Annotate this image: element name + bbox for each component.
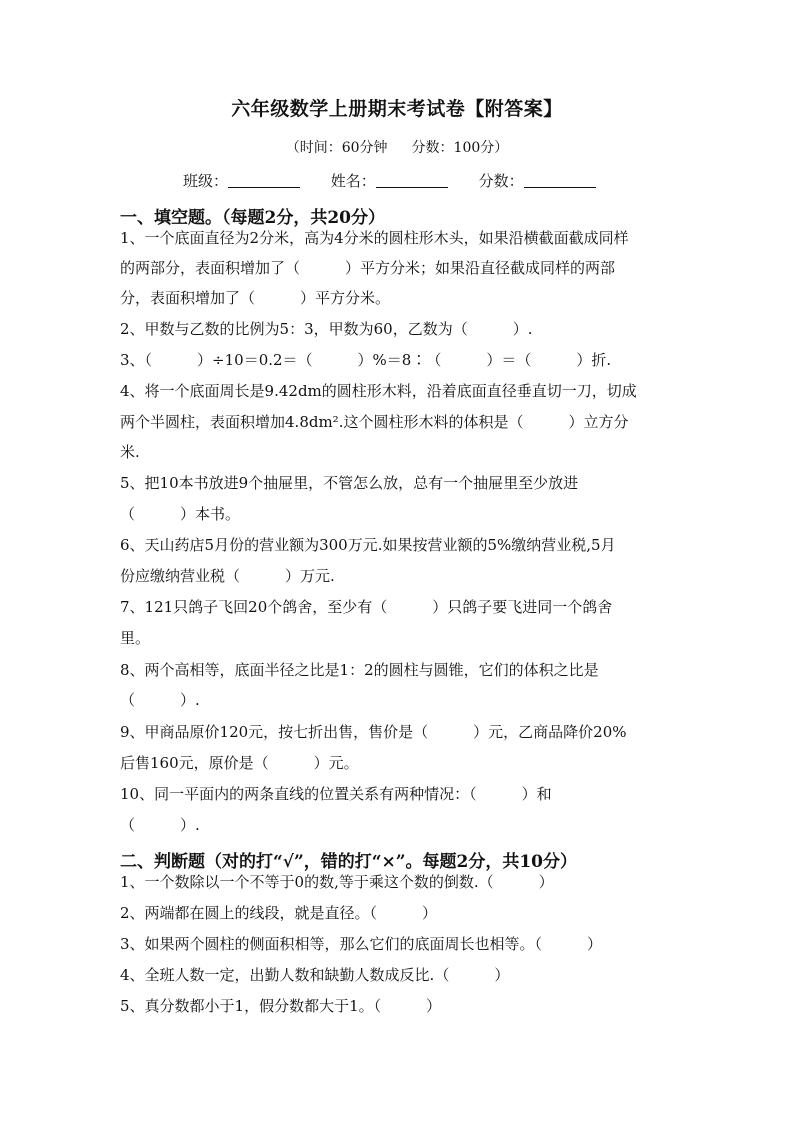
question-line: 的两部分，表面积增加了（ ）平方分米；如果沿直径截成同样的两部 (120, 259, 616, 277)
section-fill-in-heading: 一、填空题。（每题2分，共20分） (120, 208, 385, 228)
question-line: 3、如果两个圆柱的侧面积相等，那么它们的底面周长也相等。（ ） (120, 935, 603, 953)
question-line: 5、把10本书放进9个抽屉里，不管怎么放，总有一个抽屉里至少放进 (120, 474, 579, 492)
question-line: （ ）. (120, 691, 200, 709)
question-line: 5、真分数都小于1，假分数都大于1。（ ） (120, 997, 442, 1015)
question-line: 两个半圆柱，表面积增加4.8dm².这个圆柱形木料的体积是（ ）立方分 (120, 413, 629, 431)
class-field[interactable] (228, 173, 300, 188)
name-field[interactable] (376, 173, 448, 188)
question-line: 后售160元，原价是（ ）元。 (120, 754, 359, 772)
question-line: 2、甲数与乙数的比例为5：3，甲数为60，乙数为（ ）. (120, 320, 533, 338)
question-line: 里。 (120, 629, 151, 647)
question-line: 9、甲商品原价120元，按七折出售，售价是（ ）元，乙商品降价20% (120, 723, 627, 741)
question-line: 1、一个数除以一个不等于0的数,等于乘这个数的倒数.（ ） (120, 873, 554, 891)
question-line: 米. (120, 443, 140, 461)
class-label: 班级： (183, 172, 229, 190)
question-line: 4、全班人数一定，出勤人数和缺勤人数成反比.（ ） (120, 966, 510, 984)
question-line: （ ）. (120, 816, 200, 834)
question-line: 10、同一平面内的两条直线的位置关系有两种情况：（ ）和 (120, 785, 552, 803)
score-label: 分数： (478, 172, 524, 190)
question-line: 4、将一个底面周长是9.42dm的圆柱形木料，沿着底面直径垂直切一刀，切成 (120, 382, 637, 400)
page-title: 六年级数学上册期末考试卷【附答案】 (231, 98, 563, 120)
question-line: 3、（ ）÷10＝0.2＝（ ）%＝8∶（ ）＝（ ）折. (120, 351, 612, 369)
total-score: 分数：100分） (411, 140, 509, 156)
question-line: 2、两端都在圆上的线段，就是直径。（ ） (120, 904, 438, 922)
score-field[interactable] (524, 173, 596, 188)
time-limit: （时间：60分钟 (285, 140, 388, 156)
student-info (183, 170, 622, 191)
question-line: 7、121只鸽子飞回20个鸽舍，至少有（ ）只鸽子要飞进同一个鸽舍 (120, 598, 613, 616)
section-true-false-heading: 二、判断题（对的打“√”，错的打“×”。每题2分，共10分） (120, 852, 578, 872)
question-line: 1、一个底面直径为2分米，高为4分米的圆柱形木头，如果沿横截面截成同样 (120, 229, 629, 247)
name-label: 姓名： (330, 172, 376, 190)
question-line: 份应缴纳营业税（ ）万元. (120, 567, 335, 585)
question-line: （ ）本书。 (120, 505, 241, 523)
question-line: 6、天山药店5月份的营业额为300万元.如果按营业额的5%缴纳营业税,5月 (120, 536, 616, 554)
question-line: 8、两个高相等，底面半径之比是1：2的圆柱与圆锥，它们的体积之比是 (120, 661, 599, 679)
exam-subtitle (0, 137, 794, 157)
question-line: 分，表面积增加了（ ）平方分米。 (120, 289, 391, 307)
